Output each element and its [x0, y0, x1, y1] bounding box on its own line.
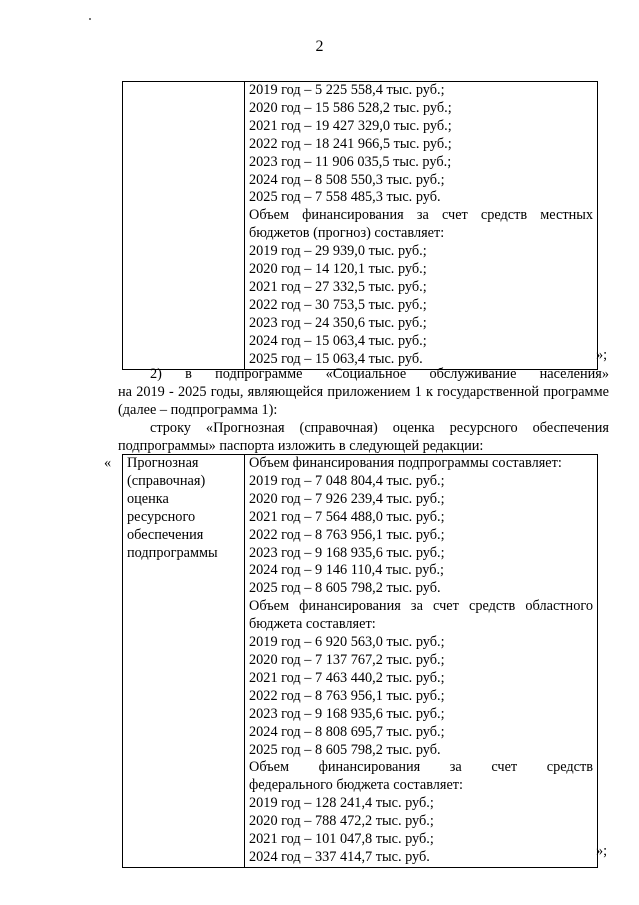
table2-label-line: (справочная)	[127, 472, 206, 489]
table2-line: 2022 год – 8 763 956,1 тыс. руб.;	[249, 687, 445, 704]
paragraph2-line: строку «Прогнозная (справочная) оценка ресурсного обеспечения	[150, 420, 609, 436]
paragraph1-line: на 2019 - 2025 годы, являющейся приложением 1 к государственной программе	[118, 383, 609, 400]
table2-line: 2019 год – 128 241,4 тыс. руб.;	[249, 795, 434, 812]
table1-line: 2019 год – 29 939,0 тыс. руб.;	[249, 243, 427, 260]
table1-line: 2019 год – 5 225 558,4 тыс. руб.;	[249, 82, 445, 98]
table1-line: 2022 год – 30 753,5 тыс. руб.;	[249, 296, 427, 313]
table2-line: 2019 год – 7 048 804,4 тыс. руб.;	[249, 472, 445, 489]
table2-label-line: обеспечения	[127, 526, 204, 543]
table2-line: 2025 год – 8 605 798,2 тыс. руб.	[249, 741, 441, 758]
table2-label-line: ресурсного	[127, 508, 196, 525]
table2-line: 2021 год – 7 463 440,2 тыс. руб.;	[249, 669, 445, 686]
table2-line: Объем финансирования за счет средств	[249, 759, 593, 776]
table2-line: 2021 год – 7 564 488,0 тыс. руб.;	[249, 508, 445, 525]
table2-line: 2021 год – 101 047,8 тыс. руб.;	[249, 831, 434, 848]
table2-label-line: оценка	[127, 490, 169, 507]
table1-value-cell	[245, 82, 598, 370]
table2-line: 2020 год – 7 926 239,4 тыс. руб.;	[249, 490, 445, 507]
table1-line: 2022 год – 18 241 966,5 тыс. руб.;	[249, 135, 452, 152]
table1-line: 2023 год – 24 350,6 тыс. руб.;	[249, 314, 427, 331]
table1-line: 2020 год – 15 586 528,2 тыс. руб.;	[249, 99, 452, 116]
table1-line: 2021 год – 27 332,5 тыс. руб.;	[249, 278, 427, 295]
paragraph2-line: подпрограммы» паспорта изложить в следующей редакции:	[118, 437, 484, 454]
paragraph-subprogram	[118, 366, 609, 420]
table2-line: 2024 год – 8 808 695,7 тыс. руб.;	[249, 723, 445, 740]
table1-label-cell	[123, 82, 245, 370]
table2-line: 2022 год – 8 763 956,1 тыс. руб.;	[249, 526, 445, 543]
table2-line: 2019 год – 6 920 563,0 тыс. руб.;	[249, 634, 445, 651]
table1-line: 2025 год – 7 558 485,3 тыс. руб.	[249, 189, 441, 206]
subprogram-funding-table	[122, 454, 598, 868]
table2-line: 2020 год – 788 472,2 тыс. руб.;	[249, 813, 434, 830]
table2-line: Объем финансирования за счет средств областного	[249, 598, 593, 615]
table1-line: 2023 год – 11 906 035,5 тыс. руб.;	[249, 153, 452, 170]
table1-line: 2025 год – 15 063,4 тыс. руб.	[249, 350, 423, 367]
table2-line: 2024 год – 337 414,7 тыс. руб.	[249, 848, 430, 865]
table1-line: 2024 год – 15 063,4 тыс. руб.;	[249, 332, 427, 349]
table2-line: федерального бюджета составляет:	[249, 777, 464, 794]
table2-line: 2024 год – 9 146 110,4 тыс. руб.;	[249, 562, 445, 579]
table2-value-cell	[245, 455, 598, 868]
table2-line: бюджета составляет:	[249, 616, 376, 633]
table2-label-cell	[123, 455, 245, 868]
table2-line: 2020 год – 7 137 767,2 тыс. руб.;	[249, 651, 445, 668]
table1-line: Объем финансирования за счет средств местных	[249, 207, 593, 224]
table1-line: 2024 год – 8 508 550,3 тыс. руб.;	[249, 171, 445, 188]
scan-speck	[89, 18, 91, 20]
table2-line: 2023 год – 9 168 935,6 тыс. руб.;	[249, 544, 445, 561]
paragraph1-line: 2) в подпрограмме «Социальное обслуживание населения»	[150, 366, 609, 382]
funding-table-continued	[122, 81, 598, 370]
table1-line: 2020 год – 14 120,1 тыс. руб.;	[249, 261, 427, 278]
table1-line: 2021 год – 19 427 329,0 тыс. руб.;	[249, 117, 452, 134]
table2-closing-quote: »;	[596, 843, 608, 859]
paragraph-row-replacement	[118, 420, 609, 456]
table2-line: 2025 год – 8 605 798,2 тыс. руб.	[249, 580, 441, 597]
table2-line: Объем финансирования подпрограммы составляет:	[249, 455, 562, 471]
table1-closing-quote: »;	[596, 347, 608, 363]
table1-line: бюджетов (прогноз) составляет:	[249, 225, 445, 242]
table2-label-line: Прогнозная	[127, 455, 199, 471]
paragraph1-line: (далее – подпрограмма 1):	[118, 401, 278, 418]
table2-label-line: подпрограммы	[127, 544, 218, 561]
page-number: 2	[315, 38, 324, 55]
table2-line: 2023 год – 9 168 935,6 тыс. руб.;	[249, 705, 445, 722]
table2-opening-quote: «	[104, 455, 112, 471]
